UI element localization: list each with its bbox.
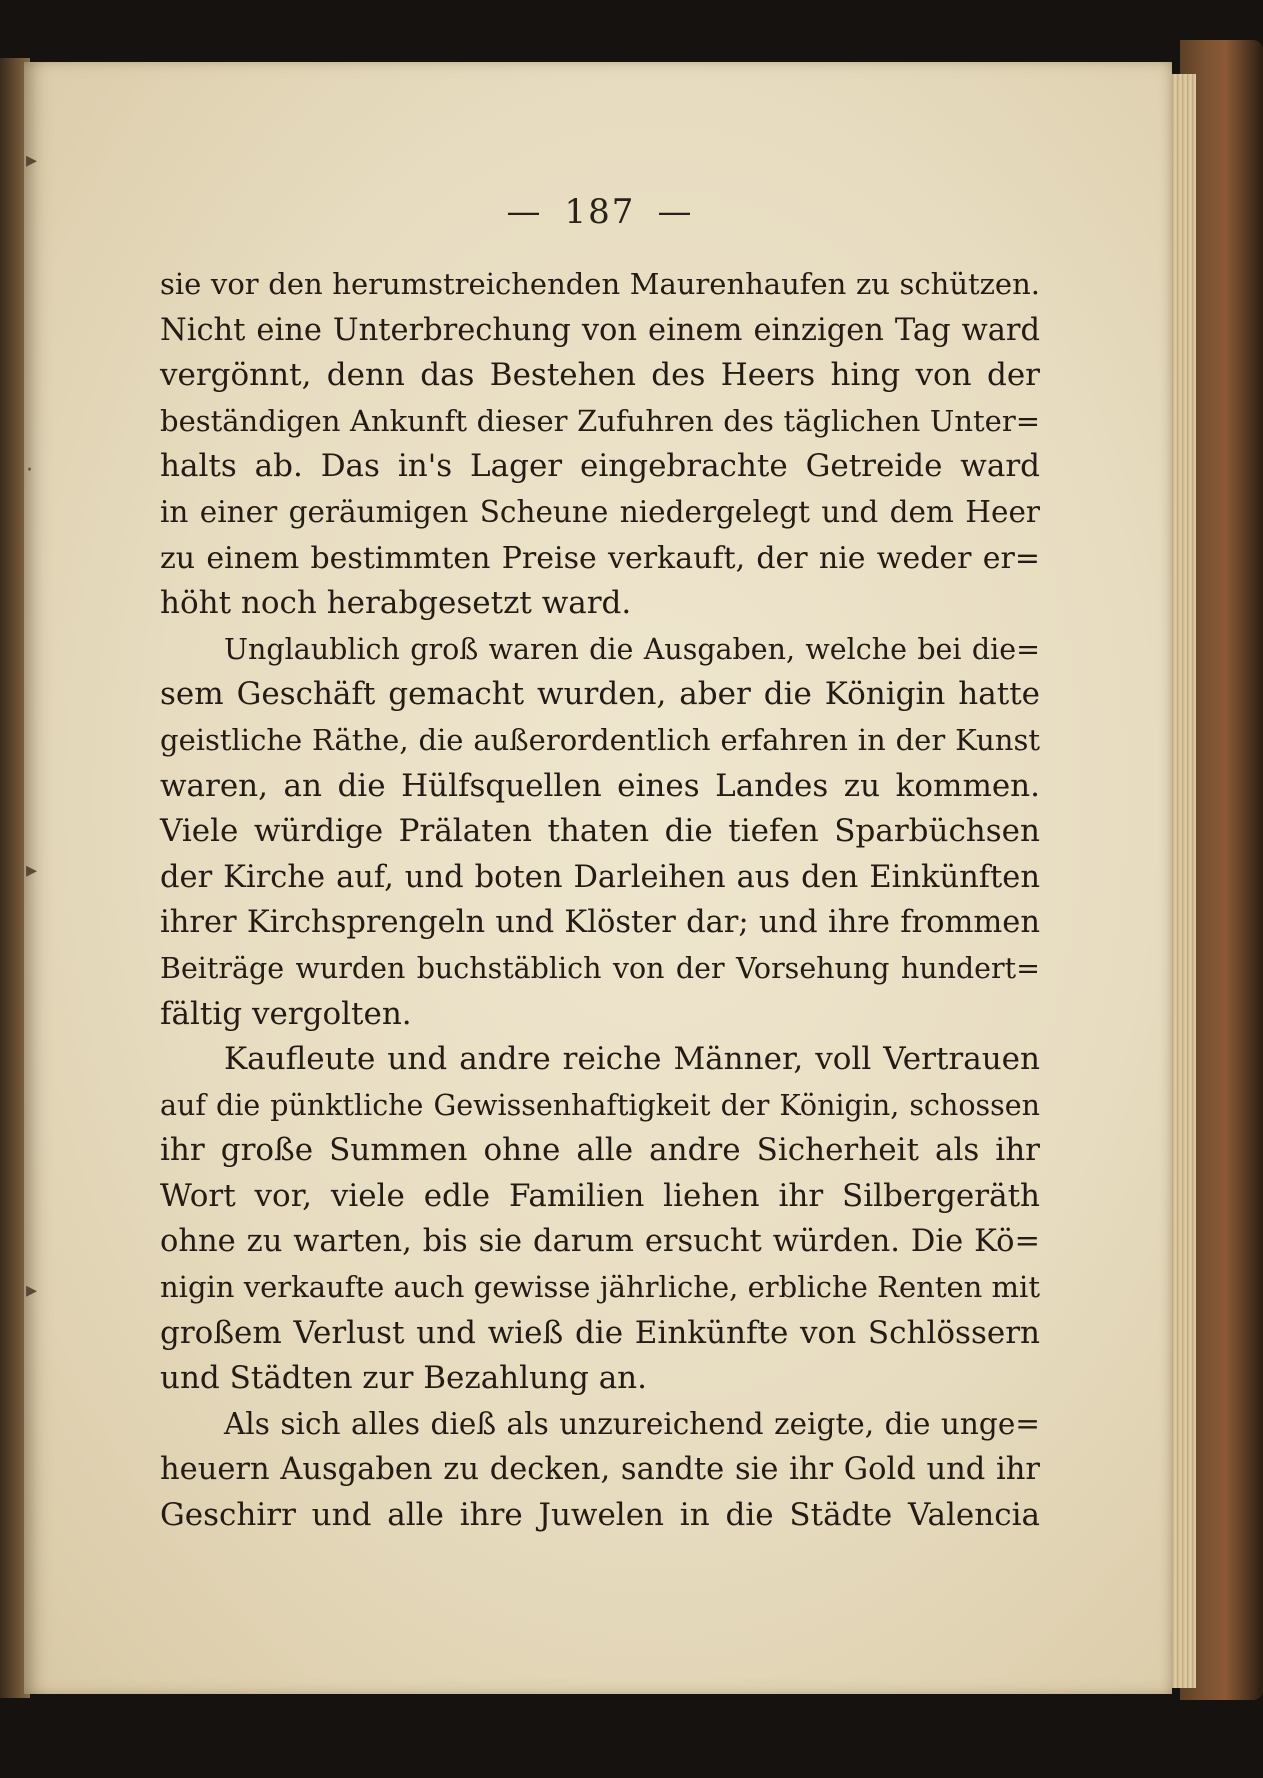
text-line: der Kirche auf, und boten Darleihen aus den Einkünften bbox=[160, 859, 1040, 895]
page-header bbox=[480, 192, 720, 240]
body-text bbox=[160, 262, 1040, 1539]
text-line: ihr große Summen ohne alle andre Sicherheit als ihr bbox=[160, 1132, 1040, 1169]
text-line: ihrer Kirchsprengeln und Klöster dar; und ihre frommen bbox=[160, 905, 1040, 941]
text-line: Nicht eine Unterbrechung von einem einzigen Tag ward bbox=[160, 312, 1040, 348]
text-line: auf die pünktliche Gewissenhaftigkeit der Königin, schossen bbox=[160, 1088, 1040, 1122]
text-line: höht noch herabgesetzt ward. bbox=[160, 585, 632, 622]
text-line: Unglaublich groß waren die Ausgaben, welche bei die= bbox=[224, 632, 1040, 666]
text-line: zu einem bestimmten Preise verkauft, der nie weder er= bbox=[160, 540, 1040, 576]
header-dash-left: — bbox=[506, 192, 543, 232]
text-line: geistliche Räthe, die außerordentlich erfahren in der Kunst bbox=[160, 722, 1040, 757]
text-line: großem Verlust und wieß die Einkünfte von Schlössern bbox=[160, 1314, 1040, 1351]
page-number: 187 bbox=[564, 192, 636, 232]
text-line: ohne zu warten, bis sie darum ersucht würden. Die Kö= bbox=[160, 1224, 1040, 1260]
gutter-mark: ▸ bbox=[26, 148, 38, 173]
text-line: Beiträge wurden buchstäblich von der Vorsehung hundert= bbox=[160, 951, 1040, 985]
text-line: in einer geräumigen Scheune niedergelegt und dem Heer bbox=[160, 494, 1040, 529]
text-line: nigin verkaufte auch gewisse jährliche, erbliche Renten mit bbox=[160, 1270, 1040, 1305]
text-line: heuern Ausgaben zu decken, sandte sie ihr Gold und ihr bbox=[160, 1452, 1040, 1488]
gutter-mark: ▸ bbox=[26, 1278, 38, 1303]
text-line: Als sich alles dieß als unzureichend zeigte, die unge= bbox=[224, 1406, 1040, 1441]
text-line: Wort vor, viele edle Familien liehen ihr Silbergeräth bbox=[160, 1177, 1040, 1214]
text-line: beständigen Ankunft dieser Zufuhren des täglichen Unter= bbox=[160, 403, 1040, 438]
text-line: fältig vergolten. bbox=[160, 995, 412, 1032]
text-line: sem Geschäft gemacht wurden, aber die Königin hatte bbox=[160, 676, 1040, 713]
text-line: vergönnt, denn das Bestehen des Heers hing von der bbox=[160, 357, 1040, 394]
header-dash-right: — bbox=[657, 192, 694, 232]
text-line: Geschirr und alle ihre Juwelen in die Städte Valencia bbox=[160, 1497, 1040, 1534]
text-line: Kaufleute und andre reiche Männer, voll Vertrauen bbox=[224, 1041, 1040, 1078]
gutter-mark: · bbox=[26, 458, 33, 483]
text-line: und Städten zur Bezahlung an. bbox=[160, 1360, 647, 1397]
gutter-mark: ▸ bbox=[26, 858, 38, 883]
text-line: Viele würdige Prälaten thaten die tiefen Sparbüchsen bbox=[160, 813, 1040, 850]
text-line: halts ab. Das in's Lager eingebrachte Getreide ward bbox=[160, 448, 1040, 485]
text-line: waren, an die Hülfsquellen eines Landes zu kommen. bbox=[160, 767, 1040, 804]
text-line: sie vor den herumstreichenden Maurenhaufen zu schützen. bbox=[160, 267, 1040, 301]
